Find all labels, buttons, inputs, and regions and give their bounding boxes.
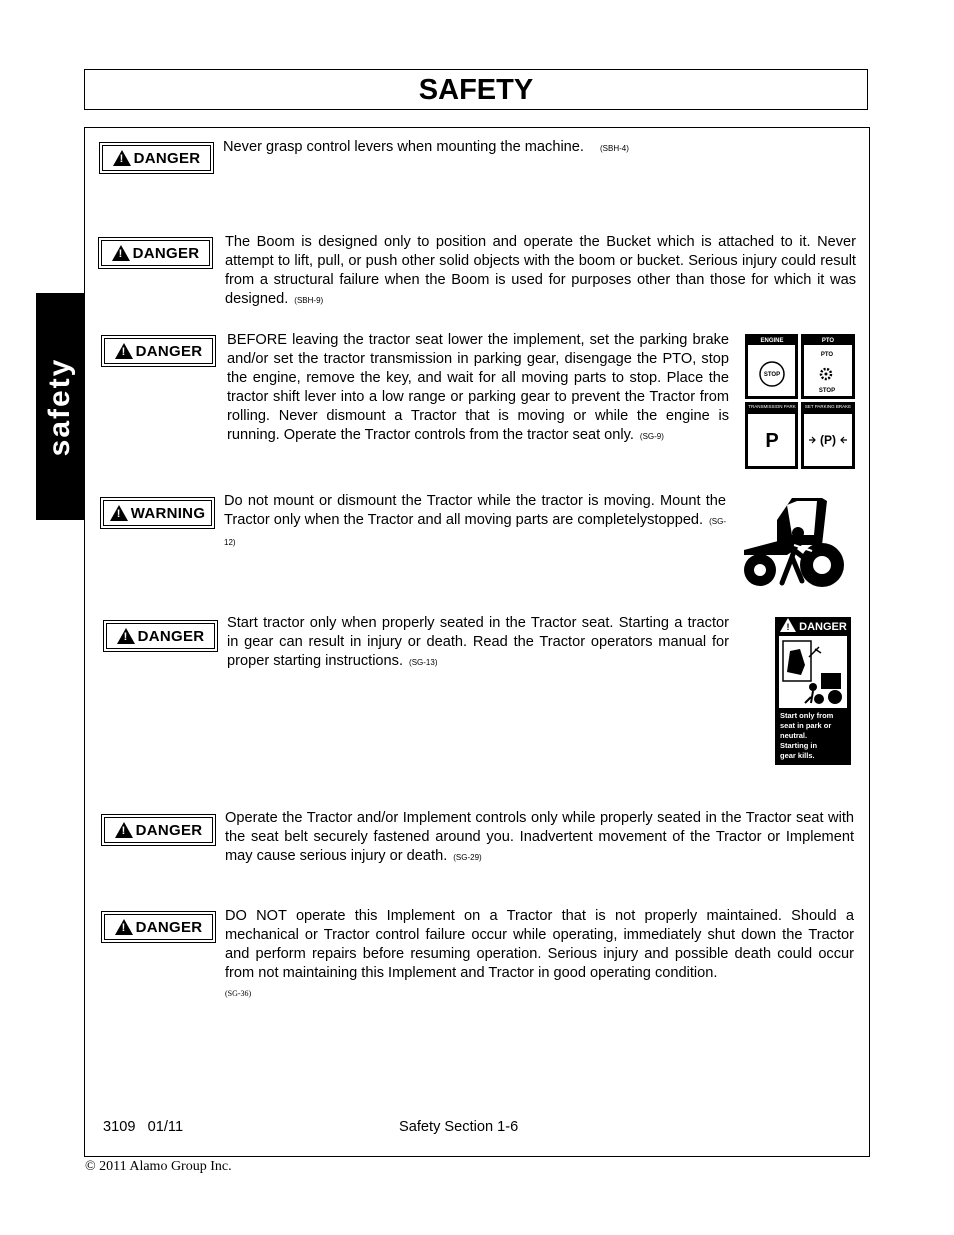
danger-sign: ! DANGER	[99, 142, 214, 174]
park-p-icon: P	[765, 430, 779, 452]
svg-text:!: !	[786, 622, 790, 632]
pto-label: PTO	[820, 352, 834, 358]
danger-sign: ! DANGER	[98, 237, 213, 269]
warning-triangle-icon	[113, 150, 131, 166]
warning-triangle-icon	[112, 245, 130, 261]
warning-triangle-icon	[117, 628, 135, 644]
decal-text-line: Starting in	[780, 741, 818, 750]
document-number: 3109 01/11	[103, 1119, 184, 1135]
pto-stop-label: STOP	[818, 388, 836, 394]
parking-brake-label: SET PARKING BRAKE	[804, 404, 852, 409]
stop-label: STOP	[763, 372, 781, 378]
transmission-label: TRANSMISSION PARK	[748, 404, 796, 409]
copyright-notice: © 2011 Alamo Group Inc.	[85, 1159, 232, 1174]
decal-danger-title: DANGER	[799, 621, 847, 633]
safety-message: Operate the Tractor and/or Implement controls only while properly seated in the Tractor seat with the seat belt securely fastened around you. Inadvertent movement of the Tractor or Implement may cause serious injury or death. (SG-29)	[225, 810, 854, 864]
safety-message: DO NOT operate this Implement on a Tractor that is not properly maintained. Should a mechanical or Tractor control failure occur while operating, immediately shut down the Tractor and perform repairs before resuming operation. Serious injury and possible death could occur from not maintaining this Implement and Tractor in good operating condition. (SG-36)	[225, 908, 854, 998]
safety-message: Do not mount or dismount the Tractor while the tractor is moving. Mount the Tractor only when the Tractor and all moving parts are completelystopped. (SG-12)	[224, 493, 726, 547]
section-page-label: Safety Section 1-6	[399, 1119, 519, 1135]
decal-text-line: gear kills.	[780, 751, 815, 760]
warning-triangle-icon	[115, 343, 133, 359]
safety-message: Start tractor only when properly seated in the Tractor seat. Starting a tractor in gear can result in injury or death. Read the Tractor operators manual for proper starting instructions. (SG-13)	[227, 615, 729, 669]
parking-brake-icon: (P)	[820, 433, 836, 447]
danger-sign: ! DANGER	[101, 911, 216, 943]
section-side-tab	[36, 293, 84, 520]
decal-text-line: neutral.	[780, 731, 808, 740]
pto-header-label: PTO	[821, 338, 835, 344]
tractor-runover-pictogram	[742, 495, 845, 593]
warning-triangle-icon	[115, 822, 133, 838]
danger-sign: ! DANGER	[103, 620, 218, 652]
warning-triangle-icon	[110, 505, 128, 521]
decal-text-line: Start only from	[780, 711, 834, 720]
warning-sign: ! WARNING	[100, 497, 215, 529]
danger-sign: ! DANGER	[101, 335, 216, 367]
side-tab-label: safety	[43, 357, 76, 456]
safety-message: Never grasp control levers when mounting the machine. (SBH-4)	[223, 139, 629, 155]
tractor-controls-decal	[745, 334, 855, 469]
danger-sign: ! DANGER	[101, 814, 216, 846]
start-danger-decal	[775, 617, 851, 765]
engine-label: ENGINE	[760, 338, 784, 344]
page-title: SAFETY	[84, 69, 868, 110]
safety-message: The Boom is designed only to position and operate the Bucket which is attached to it. Never attempt to lift, pull, or push other solid objects with the boom or bucket. Serious injury could result from a structural failure when the Boom is used for purposes other than those for which it was designed. (SBH-9)	[225, 234, 856, 307]
decal-text-line: seat in park or	[780, 721, 832, 730]
safety-message: BEFORE leaving the tractor seat lower the implement, set the parking brake and/or set the tractor transmission in parking gear, disengage the PTO, stop the engine, remove the key, and wait for all moving parts to stop. Place the tractor shift lever into a low range or parking gear to prevent the Tractor from rolling. Never dismount a Tractor that is moving or while the engine is running. Operate the Tractor controls from the tractor seat only. (SG-9)	[227, 332, 729, 443]
warning-triangle-icon	[115, 919, 133, 935]
